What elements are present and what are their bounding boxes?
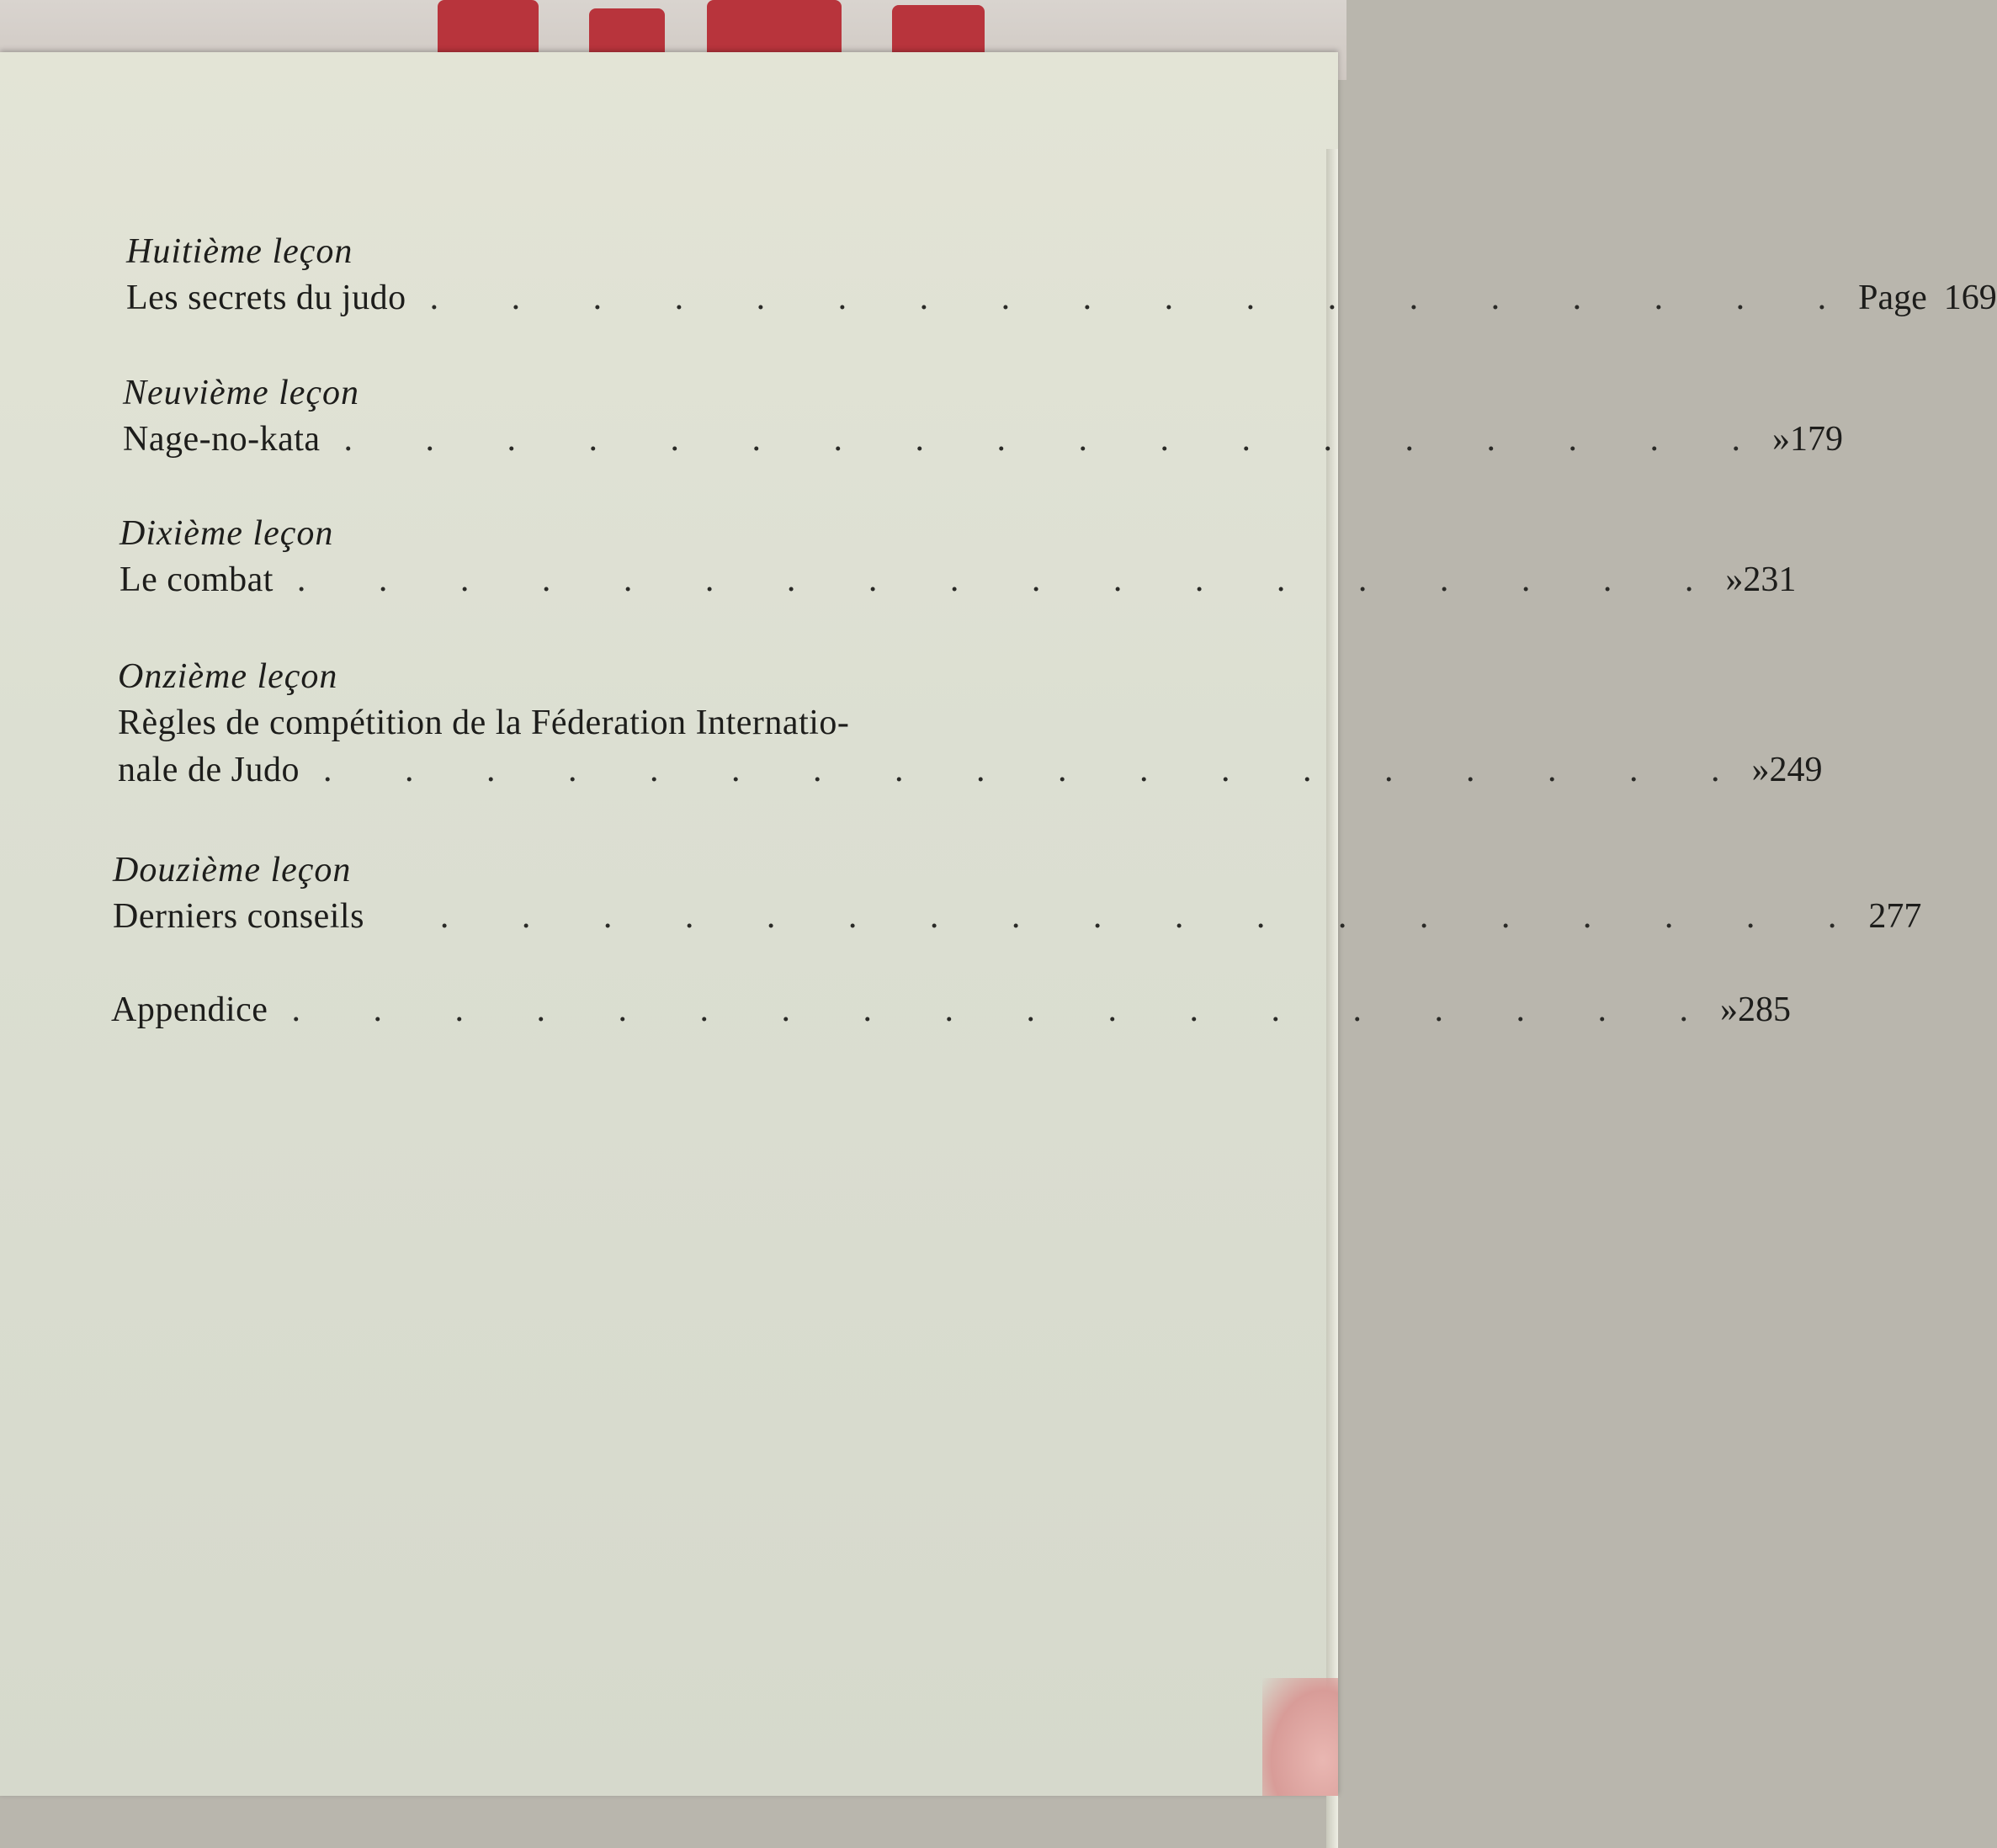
page-number: 249: [1769, 751, 1823, 789]
entry-title: Le combat: [120, 560, 274, 599]
toc-entry: [118, 654, 1823, 794]
page-marker: »: [1751, 751, 1770, 789]
lesson-heading: Dixième leçon: [120, 514, 334, 553]
toc-entry: [123, 370, 1844, 463]
page-number: 179: [1790, 420, 1844, 459]
finger-shadow: [1262, 1678, 1338, 1796]
dot-leader: . . . . . . . . . . . . . . . . . .: [439, 897, 1869, 936]
toc-entry: [113, 847, 1922, 940]
page-number: 277: [1868, 897, 1922, 936]
entry-title: Derniers conseils: [113, 897, 364, 936]
toc-line: [113, 893, 1922, 940]
toc-line: [126, 274, 1997, 321]
page-marker: Page: [1858, 279, 1927, 317]
entry-title-line1: Règles de compétition de la Féderation Internatio-: [118, 704, 850, 742]
toc-entry: [120, 511, 1797, 603]
dot-leader: . . . . . . . . . . . . . . . . . .: [322, 751, 1752, 789]
page-marker: »: [1772, 420, 1791, 459]
page-number: 169: [1943, 279, 1997, 317]
toc-entry: [111, 986, 1791, 1033]
entry-title: Les secrets du judo: [126, 279, 406, 317]
table-of-contents: [0, 52, 1997, 1796]
page-number: 231: [1743, 560, 1797, 599]
page-marker: »: [1719, 990, 1738, 1029]
toc-line: [123, 416, 1844, 463]
toc-line: [120, 556, 1797, 603]
dot-leader: . . . . . . . . . . . . . . . . . .: [291, 990, 1720, 1029]
entry-title: Appendice: [111, 990, 268, 1029]
page-marker: »: [1725, 560, 1744, 599]
toc-entry: [126, 229, 1997, 321]
lesson-heading: Onzième leçon: [118, 657, 338, 696]
entry-title: Nage-no-kata: [123, 420, 321, 459]
dot-leader: . . . . . . . . . . . . . . . . . .: [429, 279, 1859, 317]
page-number: 285: [1737, 990, 1791, 1029]
dot-leader: . . . . . . . . . . . . . . . . . .: [296, 560, 1726, 599]
lesson-heading: Douzième leçon: [113, 851, 352, 889]
lesson-heading: Neuvième leçon: [123, 374, 360, 412]
book-page: [0, 52, 1997, 1796]
lesson-heading: Huitième leçon: [126, 232, 353, 271]
entry-title: nale de Judo: [118, 751, 300, 789]
dot-leader: . . . . . . . . . . . . . . . . . .: [343, 420, 1773, 459]
toc-line: [118, 746, 1823, 794]
toc-line: [111, 986, 1791, 1033]
